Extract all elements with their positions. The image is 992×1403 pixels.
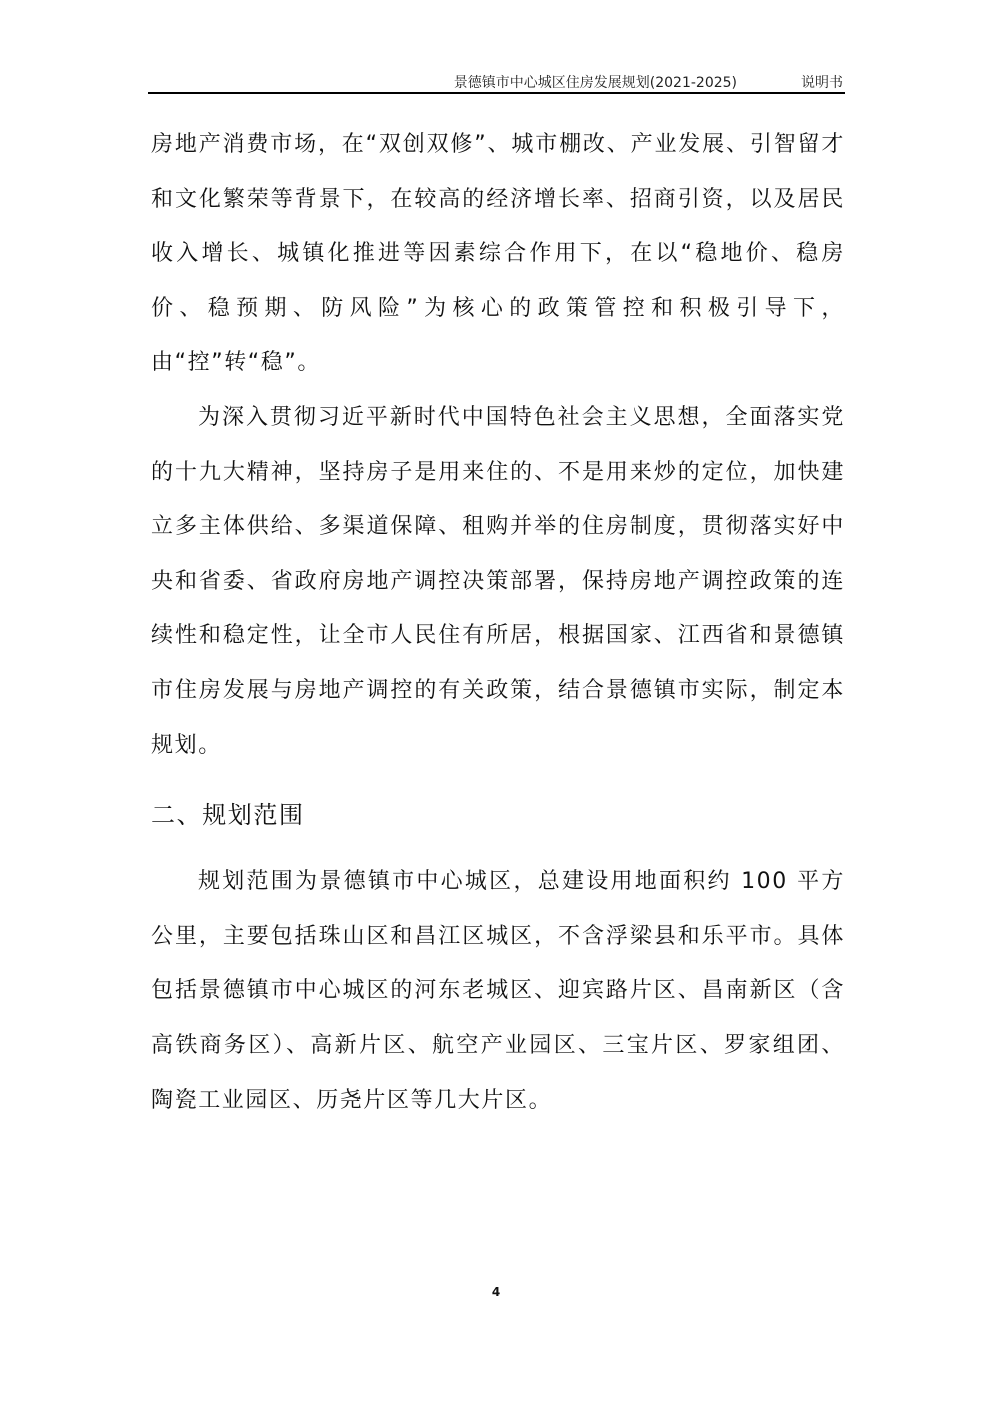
page-number: 4: [491, 1285, 501, 1299]
header-section-label: 说明书: [801, 75, 843, 91]
paragraph-continuation: 房地产消费市场，在“双创双修”、城市棚改、产业发展、引智留才和文化繁荣等背景下，在较高的经济增长率、招商引资，以及居民收入增长、城镇化推进等因素综合作用下，在以“稳地价、稳房价、稳预期、防风险”为核心的政策管控和积极引导下，由“控”转“稳”。: [151, 132, 845, 376]
section-heading-scope: 二、规划范围: [151, 801, 305, 830]
paragraph-purpose: 为深入贯彻习近平新时代中国特色社会主义思想，全面落实党的十九大精神，坚持房子是用来住的、不是用来炒的定位，加快建立多主体供给、多渠道保障、租购并举的住房制度，贯彻落实好中央和省委、省政府房地产调控决策部署，保持房地产调控政策的连续性和稳定性，让全市人民住有所居，根据国家、江西省和景德镇市住房发展与房地产调控的有关政策，结合景德镇市实际，制定本规划。: [151, 404, 845, 758]
document-body: [151, 118, 845, 1128]
page-header: [148, 68, 845, 92]
header-title: 景德镇市中心城区住房发展规划(2021-2025): [453, 75, 737, 91]
paragraph-scope: 规划范围为景德镇市中心城区，总建设用地面积约 100 平方公里，主要包括珠山区和昌江区城区，不含浮梁县和乐平市。具体包括景德镇市中心城区的河东老城区、迎宾路片区、昌南新区（含高铁商务区）、高新片区、航空产业园区、三宝片区、罗家组团、陶瓷工业园区、历尧片区等几大片区。: [151, 869, 845, 1113]
header-rule: [148, 92, 845, 94]
